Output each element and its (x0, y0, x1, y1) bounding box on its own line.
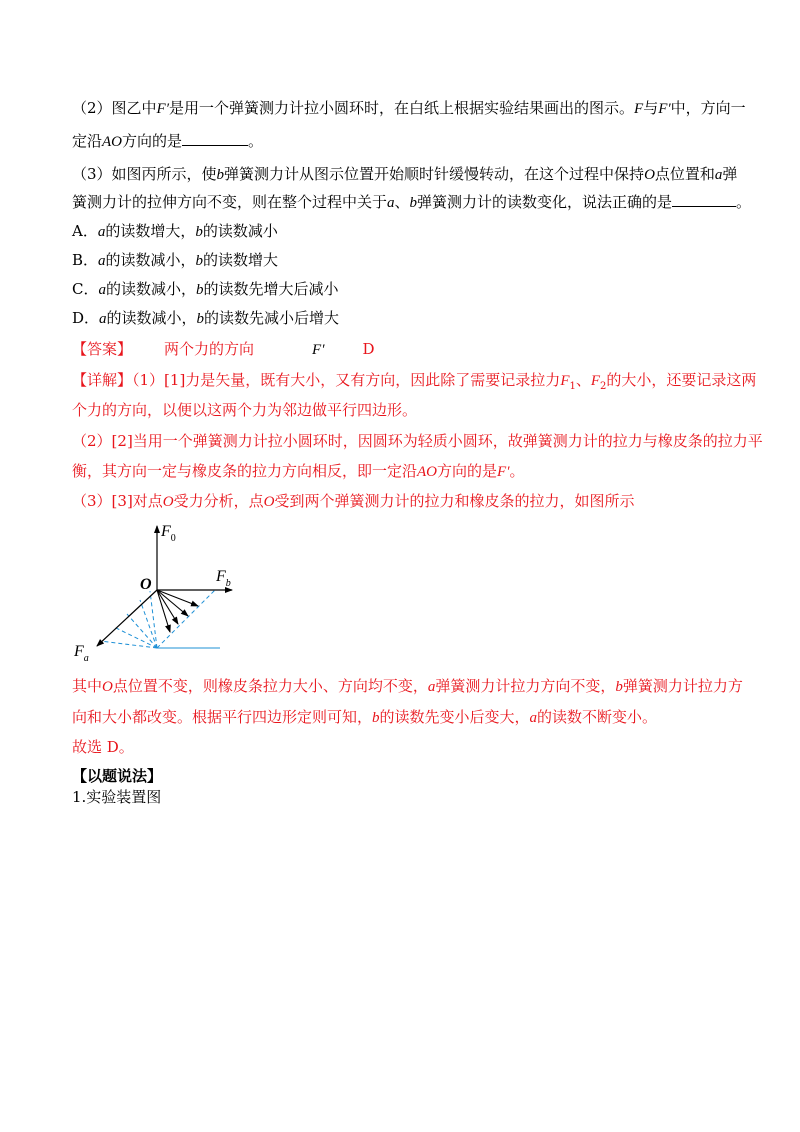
fb-label: $F_b$ (216, 568, 231, 589)
detail-line-5: （3）[3]对点O受力分析，点O受到两个弹簧测力计的拉力和橡皮条的拉力，如图所示 (72, 492, 635, 510)
answer-blank (672, 192, 736, 207)
method-item-1: 1.实验装置图 (72, 788, 162, 806)
option-c: C．a的读数减小，b的读数先增大后减小 (72, 280, 339, 298)
answer-blank (182, 131, 248, 146)
o-label: O (140, 576, 152, 593)
detail-line-2: 个力的方向，以便以这两个力为邻边做平行四边形。 (72, 401, 418, 419)
option-a: A．a的读数增大，b的读数减小 (72, 222, 278, 240)
option-d: D．a的读数减小，b的读数先减小后增大 (72, 309, 340, 327)
q2-line-1: （2）图乙中F′是用一个弹簧测力计拉小圆环时，在白纸上根据实验结果画出的图示。F与F′中，方向一 (72, 99, 746, 117)
force-diagram (70, 520, 270, 666)
answer-line: 【答案】 两个力的方向 F′ D (72, 340, 375, 358)
q3-line-2: 簧测力计的拉伸方向不变，则在整个过程中关于a、b弹簧测力计的读数变化，说法正确的是 。 (72, 193, 752, 211)
conclusion-line-2: 向和大小都改变。根据平行四边形定则可知，b的读数先变小后变大，a的读数不断变小。 (72, 708, 658, 726)
rotating-b-arrows (157, 590, 198, 632)
conclusion-line-3: 故选 D。 (72, 738, 134, 756)
f0-label: $F_0$ (161, 523, 176, 544)
q2-line-2: 定沿AO方向的是 。 (72, 132, 264, 150)
detail-line-3: （2）[2]当用一个弹簧测力计拉小圆环时，因圆环为轻质小圆环，故弹簧测力计的拉力与橡皮条的拉力平 (72, 432, 763, 450)
detail-line-4: 衡，其方向一定与橡皮条的拉力方向相反，即一定沿AO方向的是F′。 (72, 462, 525, 480)
q3-line-1: （3）如图丙所示，使b弹簧测力计从图示位置开始顺时针缓慢转动，在这个过程中保持O点位置和a弹 (72, 165, 738, 183)
detail-line-1: 【详解】（1）[1]力是矢量，既有大小，又有方向，因此除了需要记录拉力$F_1$、$F_2$的大小，还要记录这两 (72, 371, 757, 392)
fa-arrow (97, 590, 157, 646)
conclusion-line-1: 其中O点位置不变，则橡皮条拉力大小、方向均不变，a弹簧测力计拉力方向不变，b弹簧测力计拉力方 (72, 677, 743, 695)
option-b: B．a的读数减小，b的读数增大 (72, 251, 279, 269)
fa-label: $F_a$ (74, 643, 89, 664)
method-title: 【以题说法】 (72, 767, 163, 785)
